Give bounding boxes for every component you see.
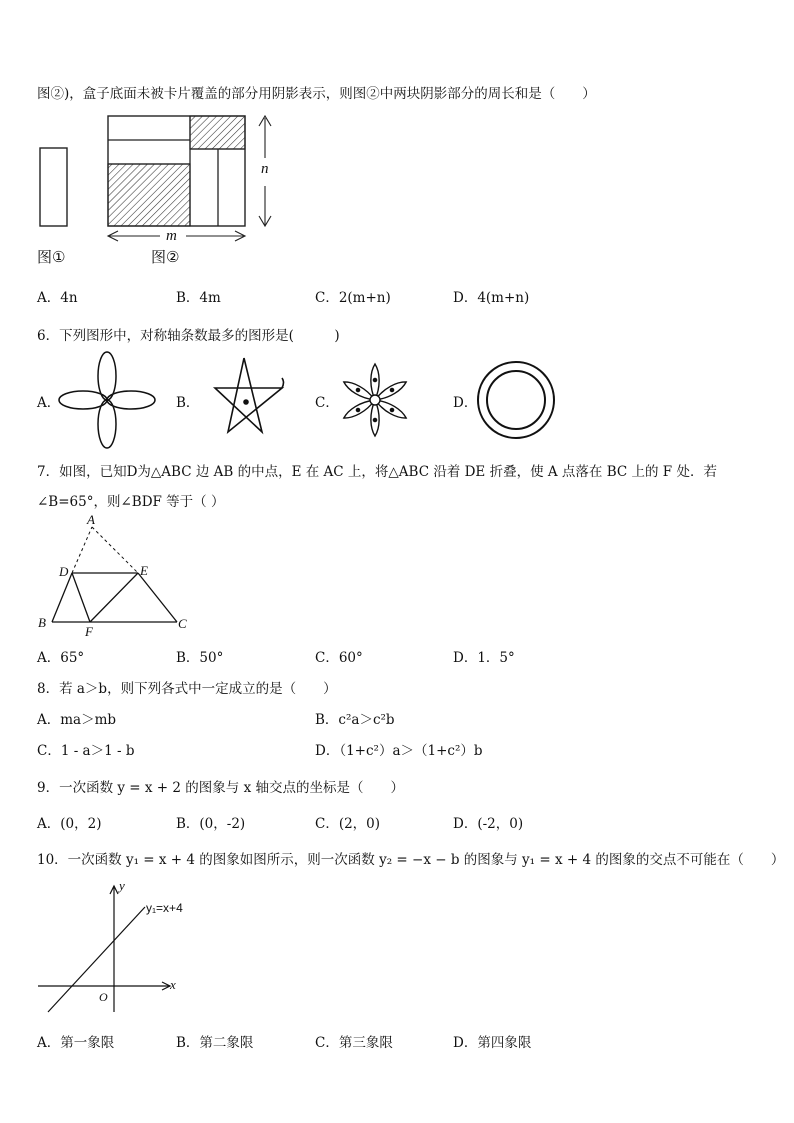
- q6-option-a[interactable]: A．: [37, 395, 61, 411]
- fig2-caption: 图②: [151, 248, 180, 266]
- point-c-label: C: [178, 616, 187, 631]
- fig1-caption: 图①: [37, 248, 66, 266]
- q10-option-d[interactable]: D．第四象限: [453, 1035, 532, 1051]
- point-f-label: F: [85, 624, 93, 639]
- q6-option-b[interactable]: B．: [176, 395, 200, 411]
- dim-n-label: n: [261, 161, 269, 177]
- q5-text: 图②)，盒子底面未被卡片覆盖的部分用阴影表示，则图②中两块阴影部分的周长和是（ ）: [37, 86, 596, 102]
- q9-option-d[interactable]: D．(-2，0): [453, 816, 524, 832]
- q7-text-line1: 7．如图，已知D为△ABC 边 AB 的中点，E 在 AC 上，将△ABC 沿着 DE 折叠，使 A 点落在 BC 上的 F 处．若: [37, 464, 717, 480]
- dim-m-label: m: [166, 228, 177, 244]
- origin-label: O: [99, 990, 108, 1004]
- x-axis-label: x: [170, 977, 176, 992]
- q8-option-d[interactable]: D．（1+c²）a＞（1+c²）b: [315, 743, 483, 759]
- q6-option-d[interactable]: D．: [453, 395, 478, 411]
- q7-option-a[interactable]: A．65°: [37, 650, 85, 666]
- line-label: y₁=x+4: [146, 901, 183, 915]
- q8-option-c[interactable]: C．1 - a＞1 - b: [37, 743, 135, 759]
- q8-text: 8．若 a＞b，则下列各式中一定成立的是（ ）: [37, 681, 337, 697]
- point-d-label: D: [59, 564, 69, 579]
- q7-text-line2: ∠B=65°，则∠BDF 等于（ ）: [37, 494, 225, 510]
- q10-text: 10．一次函数 y₁ = x + 4 的图象如图所示，则一次函数 y₂ = −x − b 的图象与 y₁ = x + 4 的图象的交点不可能在（ ）: [37, 852, 785, 868]
- q10-option-a[interactable]: A．第一象限: [37, 1035, 115, 1051]
- q9-option-a[interactable]: A．(0，2): [37, 816, 102, 832]
- q5-option-d[interactable]: D．4(m+n): [453, 290, 530, 306]
- point-b-label: B: [38, 615, 46, 630]
- q8-option-a[interactable]: A．ma＞mb: [37, 712, 117, 728]
- q6-text: 6．下列图形中，对称轴条数最多的图形是( ): [37, 328, 340, 344]
- q9-option-c[interactable]: C．(2，0): [315, 816, 381, 832]
- q7-option-c[interactable]: C．60°: [315, 650, 363, 666]
- q5-option-b[interactable]: B．4m: [176, 290, 221, 306]
- q7-option-b[interactable]: B．50°: [176, 650, 224, 666]
- q8-option-b[interactable]: B．c²a＞c²b: [315, 712, 395, 728]
- q5-option-a[interactable]: A．4n: [37, 290, 78, 306]
- q10-option-b[interactable]: B．第二象限: [176, 1035, 254, 1051]
- point-a-label: A: [87, 512, 95, 527]
- q9-text: 9．一次函数 y = x + 2 的图象与 x 轴交点的坐标是（ ）: [37, 780, 404, 796]
- q7-option-d[interactable]: D．1．5°: [453, 650, 515, 666]
- q10-option-c[interactable]: C．第三象限: [315, 1035, 393, 1051]
- point-e-label: E: [140, 563, 148, 578]
- y-axis-label: y: [119, 878, 125, 893]
- q5-option-c[interactable]: C．2(m+n): [315, 290, 391, 306]
- q6-option-c[interactable]: C．: [315, 395, 339, 411]
- q9-option-b[interactable]: B．(0，-2): [176, 816, 246, 832]
